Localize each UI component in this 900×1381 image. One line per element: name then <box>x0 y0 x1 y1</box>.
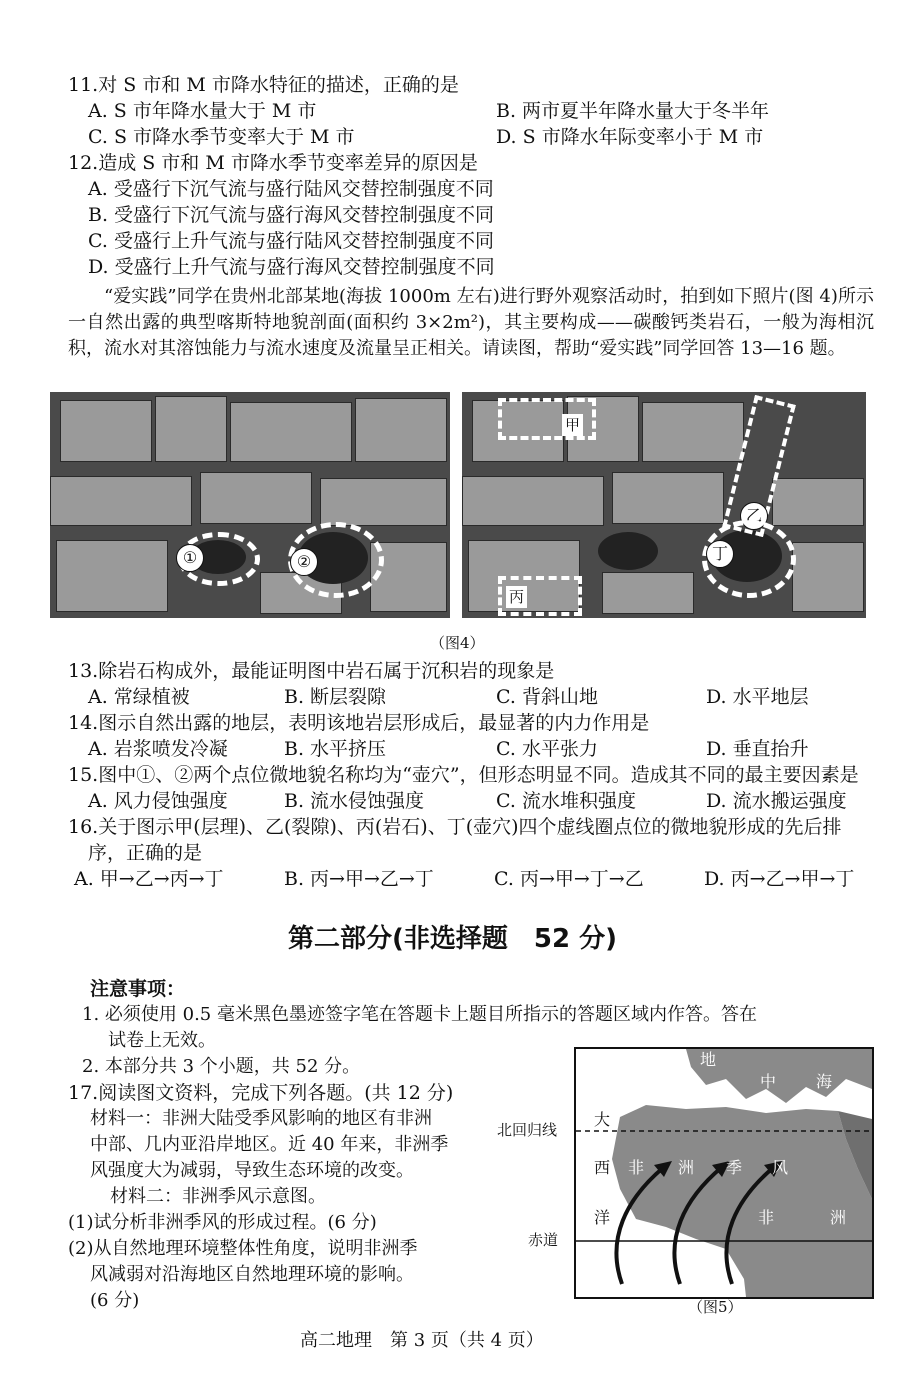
label-jia: 甲 <box>562 414 583 436</box>
equator-label: 赤道 <box>528 1231 559 1249</box>
q17-sub2-line1: (2)从自然地理环境整体性角度，说明非洲季 <box>68 1238 418 1259</box>
map-label-ji: 季 <box>726 1158 743 1177</box>
q15-stem: 15.图中①、②两个点位微地貌名称均为“壶穴”，但形态明显不同。造成其不同的最主要因素是 <box>68 764 859 786</box>
map-label-xi: 西 <box>594 1158 611 1177</box>
q14-option-a: A. 岩浆喷发冷凝 <box>88 738 228 760</box>
q13-option-a: A. 常绿植被 <box>88 686 190 708</box>
q15-option-b: B. 流水侵蚀强度 <box>284 790 425 812</box>
figure-5-caption: （图5） <box>688 1298 743 1316</box>
figure-4-caption: （图4） <box>430 634 485 652</box>
q11-stem: 11.对 S 市和 M 市降水特征的描述，正确的是 <box>68 74 459 96</box>
q13-option-d: D. 水平地层 <box>706 686 809 708</box>
map-label-zhong: 中 <box>760 1072 777 1091</box>
q17-sub2-line2: 风减弱对沿海地区自然地理环境的影响。 <box>90 1264 414 1285</box>
page-footer: 高二地理 第 3 页（共 4 页） <box>300 1330 544 1351</box>
q11-option-c: C. S 市降水季节变率大于 M 市 <box>88 126 355 148</box>
q14-stem: 14.图示自然出露的地层，表明该地岩层形成后，最显著的内力作用是 <box>68 712 650 734</box>
map-label-di: 地 <box>700 1050 717 1069</box>
q12-option-a: A. 受盛行下沉气流与盛行陆风交替控制强度不同 <box>88 178 494 200</box>
notes-heading: 注意事项： <box>90 978 186 1000</box>
karst-photo-right <box>462 392 866 618</box>
q12-option-b: B. 受盛行下沉气流与盛行海风交替控制强度不同 <box>88 204 495 226</box>
q15-option-c: C. 流水堆积强度 <box>496 790 636 812</box>
q12-stem: 12.造成 S 市和 M 市降水季节变率差异的原因是 <box>68 152 478 174</box>
part-two-title: 第二部分(非选择题 52 分) <box>288 924 617 954</box>
q13-stem: 13.除岩石构成外，最能证明图中岩石属于沉积岩的现象是 <box>68 660 555 682</box>
q16-option-a: A. 甲→乙→丙→丁 <box>74 868 224 890</box>
q16-option-d: D. 丙→乙→甲→丁 <box>704 868 855 890</box>
map-label-zhou: 洲 <box>678 1158 695 1177</box>
tropic-of-cancer-label: 北回归线 <box>497 1121 558 1139</box>
q17-material2: 材料二：非洲季风示意图。 <box>110 1186 326 1207</box>
label-bing: 丙 <box>506 586 527 608</box>
note-1-line2: 试卷上无效。 <box>108 1030 216 1051</box>
note-2: 2. 本部分共 3 个小题，共 52 分。 <box>82 1056 361 1077</box>
q15-option-d: D. 流水搬运强度 <box>706 790 847 812</box>
q16-stem-line2: 序，正确的是 <box>88 842 203 864</box>
intro-paragraph: “爱实践”同学在贵州北部某地(海拔 1000m 左右)进行野外观察活动时，拍到如下照片(图 4)所示一自然出露的典型喀斯特地貌剖面(面积约 3×2m²)，其主要构成——碳酸钙类岩石，一般为海相沉积，流水对其溶蚀能力与流水速度及流量呈正相关。请读图，帮助“爱实践”同学回答 13—16 题。 <box>68 286 874 359</box>
q11-option-a: A. S 市年降水量大于 M 市 <box>88 100 317 122</box>
note-1-line1: 1. 必须使用 0.5 毫米黑色墨迹签字笔在答题卡上题目所指示的答题区域内作答。答在 <box>82 1004 757 1025</box>
map-label-hai: 海 <box>816 1072 833 1091</box>
q13-option-b: B. 断层裂隙 <box>284 686 387 708</box>
map-label-fei: 非 <box>628 1158 645 1177</box>
q17-stem: 17.阅读图文资料，完成下列各题。(共 12 分) <box>68 1082 454 1104</box>
marker-2: ② <box>290 548 318 576</box>
q14-option-c: C. 水平张力 <box>496 738 598 760</box>
q14-option-b: B. 水平挤压 <box>284 738 387 760</box>
q12-option-c: C. 受盛行上升气流与盛行陆风交替控制强度不同 <box>88 230 494 252</box>
q16-option-c: C. 丙→甲→丁→乙 <box>494 868 644 890</box>
map-label-yang: 洋 <box>594 1208 611 1227</box>
q17-material1-line2: 中部、几内亚沿岸地区。近 40 年来，非洲季 <box>90 1134 449 1155</box>
label-ding: 丁 <box>706 540 734 568</box>
q12-option-d: D. 受盛行上升气流与盛行海风交替控制强度不同 <box>88 256 495 278</box>
q11-option-b: B. 两市夏半年降水量大于冬半年 <box>496 100 770 122</box>
q16-option-b: B. 丙→甲→乙→丁 <box>284 868 434 890</box>
label-yi: 乙 <box>740 502 768 530</box>
karst-photo-left <box>50 392 450 618</box>
q14-option-d: D. 垂直抬升 <box>706 738 809 760</box>
q17-material1-line1: 材料一：非洲大陆受季风影响的地区有非洲 <box>90 1108 432 1129</box>
map-label-da: 大 <box>594 1110 611 1129</box>
q11-option-d: D. S 市降水年际变率小于 M 市 <box>496 126 764 148</box>
q17-material1-line3: 风强度大为减弱，导致生态环境的改变。 <box>90 1160 414 1181</box>
map-label-zhou2: 洲 <box>830 1208 847 1227</box>
map-label-fei2: 非 <box>758 1208 775 1227</box>
q15-option-a: A. 风力侵蚀强度 <box>88 790 228 812</box>
map-label-feng: 风 <box>772 1158 789 1177</box>
q17-sub2-line3: (6 分) <box>90 1290 140 1311</box>
africa-monsoon-map <box>574 1047 874 1299</box>
q16-stem-line1: 16.关于图示甲(层理)、乙(裂隙)、丙(岩石)、丁(壶穴)四个虚线圈点位的微地貌形成的先后排 <box>68 816 842 838</box>
q13-option-c: C. 背斜山地 <box>496 686 598 708</box>
marker-1: ① <box>176 544 204 572</box>
q17-sub1: (1)试分析非洲季风的形成过程。(6 分) <box>68 1212 377 1233</box>
